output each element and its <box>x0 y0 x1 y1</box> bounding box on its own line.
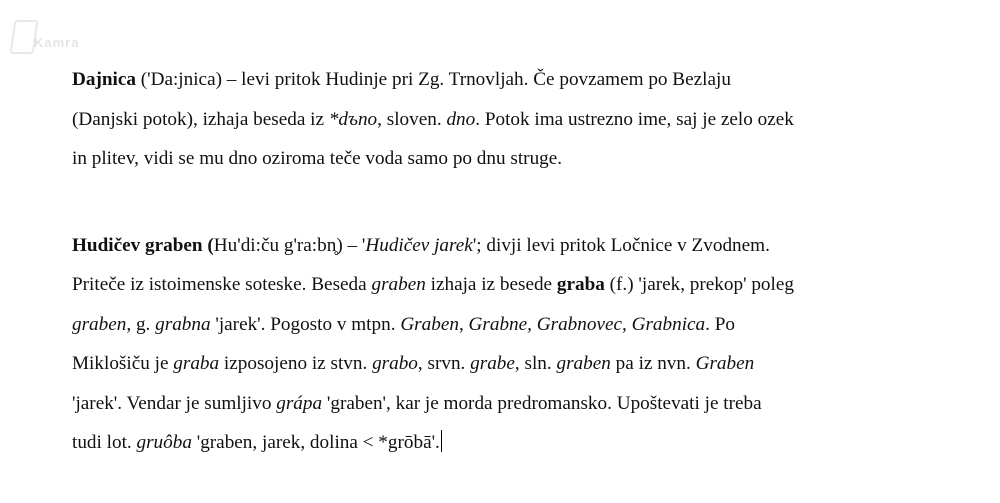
pronunciation: ('Da:jnica) <box>135 69 222 90</box>
italic-word: Graben <box>695 353 755 374</box>
text-run: in plitev, vidi se mu dno oziroma teče voda samo po dnu struge. <box>72 148 563 169</box>
text-run: 'graben, jarek, dolina < *grōbā'. <box>191 432 440 453</box>
text-run: , sloven. <box>377 108 447 130</box>
italic-word: grabe <box>470 353 515 374</box>
text-run: . Po <box>705 313 735 335</box>
text-run: – levi pritok Hudinje pri Zg. Trnovljah. Če povzamem po Bezlaju <box>221 69 731 90</box>
text-line <box>72 100 962 140</box>
italic-word: graben <box>556 353 611 374</box>
text-run: 'jarek'. Pogosto v mtpn. <box>210 313 401 335</box>
italic-word: dno <box>446 108 476 130</box>
entry-term: Dajnica <box>72 69 136 90</box>
text-run: (Danjski potok), izhaja beseda iz <box>72 108 329 130</box>
italic-word: *dъno <box>328 108 378 130</box>
italic-word: grabo <box>372 353 418 374</box>
text-run: , srvn. <box>417 353 471 374</box>
text-line <box>72 344 962 384</box>
italic-word: graba <box>173 353 220 374</box>
paragraph-gap <box>72 179 962 226</box>
text-run: , sln. <box>514 353 557 374</box>
text-line <box>72 265 962 305</box>
watermark-text: Kamra <box>34 35 80 50</box>
text-run: Priteče iz istoimenske soteske. Beseda <box>72 274 372 295</box>
italic-word: grabna <box>155 313 211 335</box>
watermark-logo <box>12 18 122 58</box>
text-run: 'jarek'. Vendar je sumljivo <box>72 392 277 414</box>
italic-word: Hudičev jarek <box>365 234 473 256</box>
text-line <box>72 384 962 424</box>
text-run: 'graben', kar je morda predromansko. Upoštevati je treba <box>322 392 762 414</box>
text-run: (f.) 'jarek, prekop' poleg <box>604 274 794 295</box>
text-cursor[interactable] <box>441 430 442 452</box>
text-line <box>72 423 962 463</box>
text-run: izhaja iz besede <box>425 274 557 295</box>
text-run: , g. <box>126 313 156 335</box>
italic-word: graben <box>72 313 127 335</box>
text-line <box>72 139 962 179</box>
pronunciation: Hu'di:ču g'ra:bn̥) – ' <box>213 234 366 256</box>
text-line <box>72 60 962 100</box>
text-line <box>72 305 962 345</box>
bold-word: graba <box>556 274 605 295</box>
text-run: Miklošiču je <box>72 353 174 374</box>
entry-term: Hudičev graben ( <box>72 234 214 256</box>
text-run: pa iz nvn. <box>610 353 696 374</box>
italic-word: graben <box>371 274 426 295</box>
entry-hudicev-graben <box>72 226 962 463</box>
text-run: izposojeno iz stvn. <box>219 353 373 374</box>
text-line <box>72 226 962 266</box>
entry-dajnica <box>72 60 962 179</box>
text-run: , <box>458 313 469 335</box>
italic-word: Grabne, Grabnovec, Grabnica <box>468 313 706 335</box>
italic-word: grápa <box>276 392 323 414</box>
text-run: . Potok ima ustrezno ime, saj je zelo ozek <box>475 108 794 130</box>
document-body <box>72 60 962 463</box>
italic-word: Graben <box>400 313 459 335</box>
text-run: '; divji levi pritok Ločnice v Zvodnem. <box>472 234 770 256</box>
italic-word: gruôba <box>136 432 192 453</box>
text-run: tudi lot. <box>72 432 137 453</box>
